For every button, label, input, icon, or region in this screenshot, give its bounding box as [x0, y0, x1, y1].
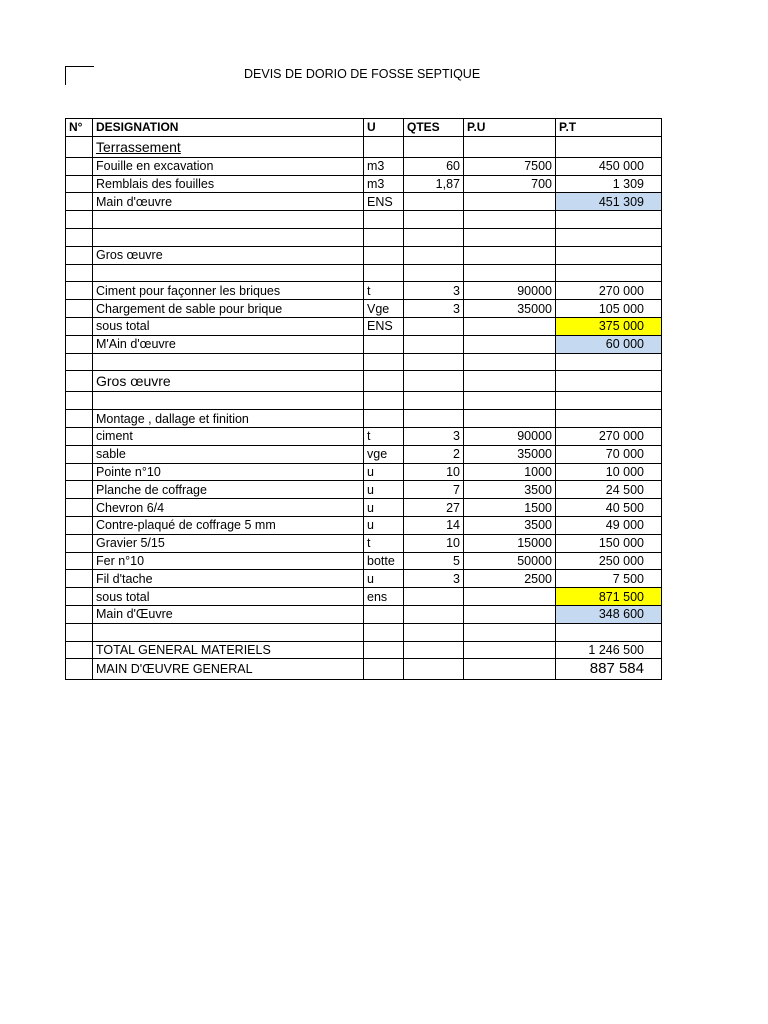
- table-row: [66, 246, 662, 264]
- cell-qty: 10: [404, 463, 464, 481]
- table-row: [66, 410, 662, 428]
- total-row: [66, 641, 662, 659]
- cell-designation: Planche de coffrage: [93, 481, 364, 499]
- header-unit: U: [364, 119, 404, 137]
- table-row: [66, 445, 662, 463]
- empty-row: [66, 211, 662, 229]
- cell-designation: Ciment pour façonner les briques: [93, 282, 364, 300]
- cell-pt: 24 500: [556, 481, 662, 499]
- cell-unit: u: [364, 516, 404, 534]
- table-row: [66, 534, 662, 552]
- cell-pt-subtotal: 375 000: [556, 317, 662, 335]
- cell-designation: Contre-plaqué de coffrage 5 mm: [93, 516, 364, 534]
- table-row: [66, 516, 662, 534]
- cell-pu: 2500: [464, 570, 556, 588]
- cell-unit: t: [364, 282, 404, 300]
- header-pu: P.U: [464, 119, 556, 137]
- cell-designation: Fil d'tache: [93, 570, 364, 588]
- table-row: [66, 588, 662, 606]
- table-row: [66, 300, 662, 318]
- cell-unit: Vge: [364, 300, 404, 318]
- total-materiels-value: 1 246 500: [556, 641, 662, 659]
- total-main-oeuvre-value: 887 584: [556, 659, 662, 680]
- cell-unit: u: [364, 463, 404, 481]
- cell-unit: u: [364, 570, 404, 588]
- cell-pu: 1000: [464, 463, 556, 481]
- cell-pt: 7 500: [556, 570, 662, 588]
- header-pt: P.T: [556, 119, 662, 137]
- cell-pt-labor: 60 000: [556, 335, 662, 353]
- cell-designation: Chevron 6/4: [93, 499, 364, 517]
- corner-mark: [65, 66, 94, 85]
- cell-designation: sous total: [93, 317, 364, 335]
- header-num: N°: [66, 119, 93, 137]
- cell-pu: 3500: [464, 516, 556, 534]
- cell-qty: 10: [404, 534, 464, 552]
- quote-table: [65, 118, 662, 680]
- header-designation: DESIGNATION: [93, 119, 364, 137]
- cell-designation: sous total: [93, 588, 364, 606]
- section-row: [66, 371, 662, 392]
- cell-pt: 150 000: [556, 534, 662, 552]
- cell-pt: 270 000: [556, 427, 662, 445]
- cell-pu: 7500: [464, 157, 556, 175]
- cell-pu: 90000: [464, 427, 556, 445]
- cell-designation: Fer n°10: [93, 552, 364, 570]
- cell-unit: u: [364, 499, 404, 517]
- cell-designation: ciment: [93, 427, 364, 445]
- cell-qty: 27: [404, 499, 464, 517]
- cell-pt: 250 000: [556, 552, 662, 570]
- cell-designation: Remblais des fouilles: [93, 175, 364, 193]
- table-row: [66, 427, 662, 445]
- table-row: [66, 193, 662, 211]
- cell-pt: 270 000: [556, 282, 662, 300]
- cell-designation: sable: [93, 445, 364, 463]
- section-row: [66, 136, 662, 157]
- total-main-oeuvre-label: MAIN D'ŒUVRE GENERAL: [93, 659, 364, 680]
- cell-qty: 2: [404, 445, 464, 463]
- table-row: [66, 157, 662, 175]
- cell-pt: 10 000: [556, 463, 662, 481]
- document-title: DEVIS DE DORIO DE FOSSE SEPTIQUE: [244, 67, 481, 81]
- empty-row: [66, 264, 662, 282]
- cell-qty: 7: [404, 481, 464, 499]
- subsection-montage: Montage , dallage et finition: [93, 410, 364, 428]
- cell-pu: 3500: [464, 481, 556, 499]
- cell-pt-subtotal: 871 500: [556, 588, 662, 606]
- subsection-gros-oeuvre: Gros œuvre: [93, 246, 364, 264]
- table-row: [66, 605, 662, 623]
- table-row: [66, 570, 662, 588]
- cell-unit: botte: [364, 552, 404, 570]
- cell-unit: t: [364, 534, 404, 552]
- cell-qty: 3: [404, 300, 464, 318]
- cell-pu: 35000: [464, 445, 556, 463]
- cell-qty: 3: [404, 427, 464, 445]
- cell-unit: ens: [364, 588, 404, 606]
- cell-pu: 35000: [464, 300, 556, 318]
- cell-pt: 105 000: [556, 300, 662, 318]
- section-gros-oeuvre: Gros œuvre: [93, 371, 364, 392]
- cell-qty: 60: [404, 157, 464, 175]
- table-row: [66, 499, 662, 517]
- cell-qty: 3: [404, 570, 464, 588]
- cell-qty: 3: [404, 282, 464, 300]
- cell-unit: m3: [364, 157, 404, 175]
- cell-pt: 450 000: [556, 157, 662, 175]
- empty-row: [66, 623, 662, 641]
- empty-row: [66, 353, 662, 371]
- cell-unit: ENS: [364, 193, 404, 211]
- cell-pt-labor: 348 600: [556, 605, 662, 623]
- table-row: [66, 481, 662, 499]
- header-qty: QTES: [404, 119, 464, 137]
- table-row: [66, 175, 662, 193]
- cell-qty: 14: [404, 516, 464, 534]
- table-row: [66, 282, 662, 300]
- cell-unit: ENS: [364, 317, 404, 335]
- cell-designation: Fouille en excavation: [93, 157, 364, 175]
- cell-pu: 700: [464, 175, 556, 193]
- cell-qty: 1,87: [404, 175, 464, 193]
- cell-unit: u: [364, 481, 404, 499]
- cell-pt: 1 309: [556, 175, 662, 193]
- total-row: [66, 659, 662, 680]
- cell-unit: vge: [364, 445, 404, 463]
- cell-pu: 1500: [464, 499, 556, 517]
- header-row: [66, 119, 662, 137]
- cell-unit: m3: [364, 175, 404, 193]
- cell-pu: 50000: [464, 552, 556, 570]
- cell-designation: M'Ain d'œuvre: [93, 335, 364, 353]
- cell-designation: Chargement de sable pour brique: [93, 300, 364, 318]
- table-row: [66, 552, 662, 570]
- cell-designation: Main d'œuvre: [93, 193, 364, 211]
- empty-row: [66, 228, 662, 246]
- cell-pu: 15000: [464, 534, 556, 552]
- table-row: [66, 317, 662, 335]
- cell-pt: 40 500: [556, 499, 662, 517]
- cell-qty: 5: [404, 552, 464, 570]
- section-terrassement: Terrassement: [93, 136, 364, 157]
- cell-pt: 49 000: [556, 516, 662, 534]
- empty-row: [66, 392, 662, 410]
- cell-designation: Pointe n°10: [93, 463, 364, 481]
- cell-designation: Gravier 5/15: [93, 534, 364, 552]
- cell-pt: 70 000: [556, 445, 662, 463]
- total-materiels-label: TOTAL GENERAL MATERIELS: [93, 641, 364, 659]
- table-row: [66, 463, 662, 481]
- table-row: [66, 335, 662, 353]
- cell-pu: 90000: [464, 282, 556, 300]
- cell-unit: t: [364, 427, 404, 445]
- cell-pt-labor: 451 309: [556, 193, 662, 211]
- cell-designation: Main d'Œuvre: [93, 605, 364, 623]
